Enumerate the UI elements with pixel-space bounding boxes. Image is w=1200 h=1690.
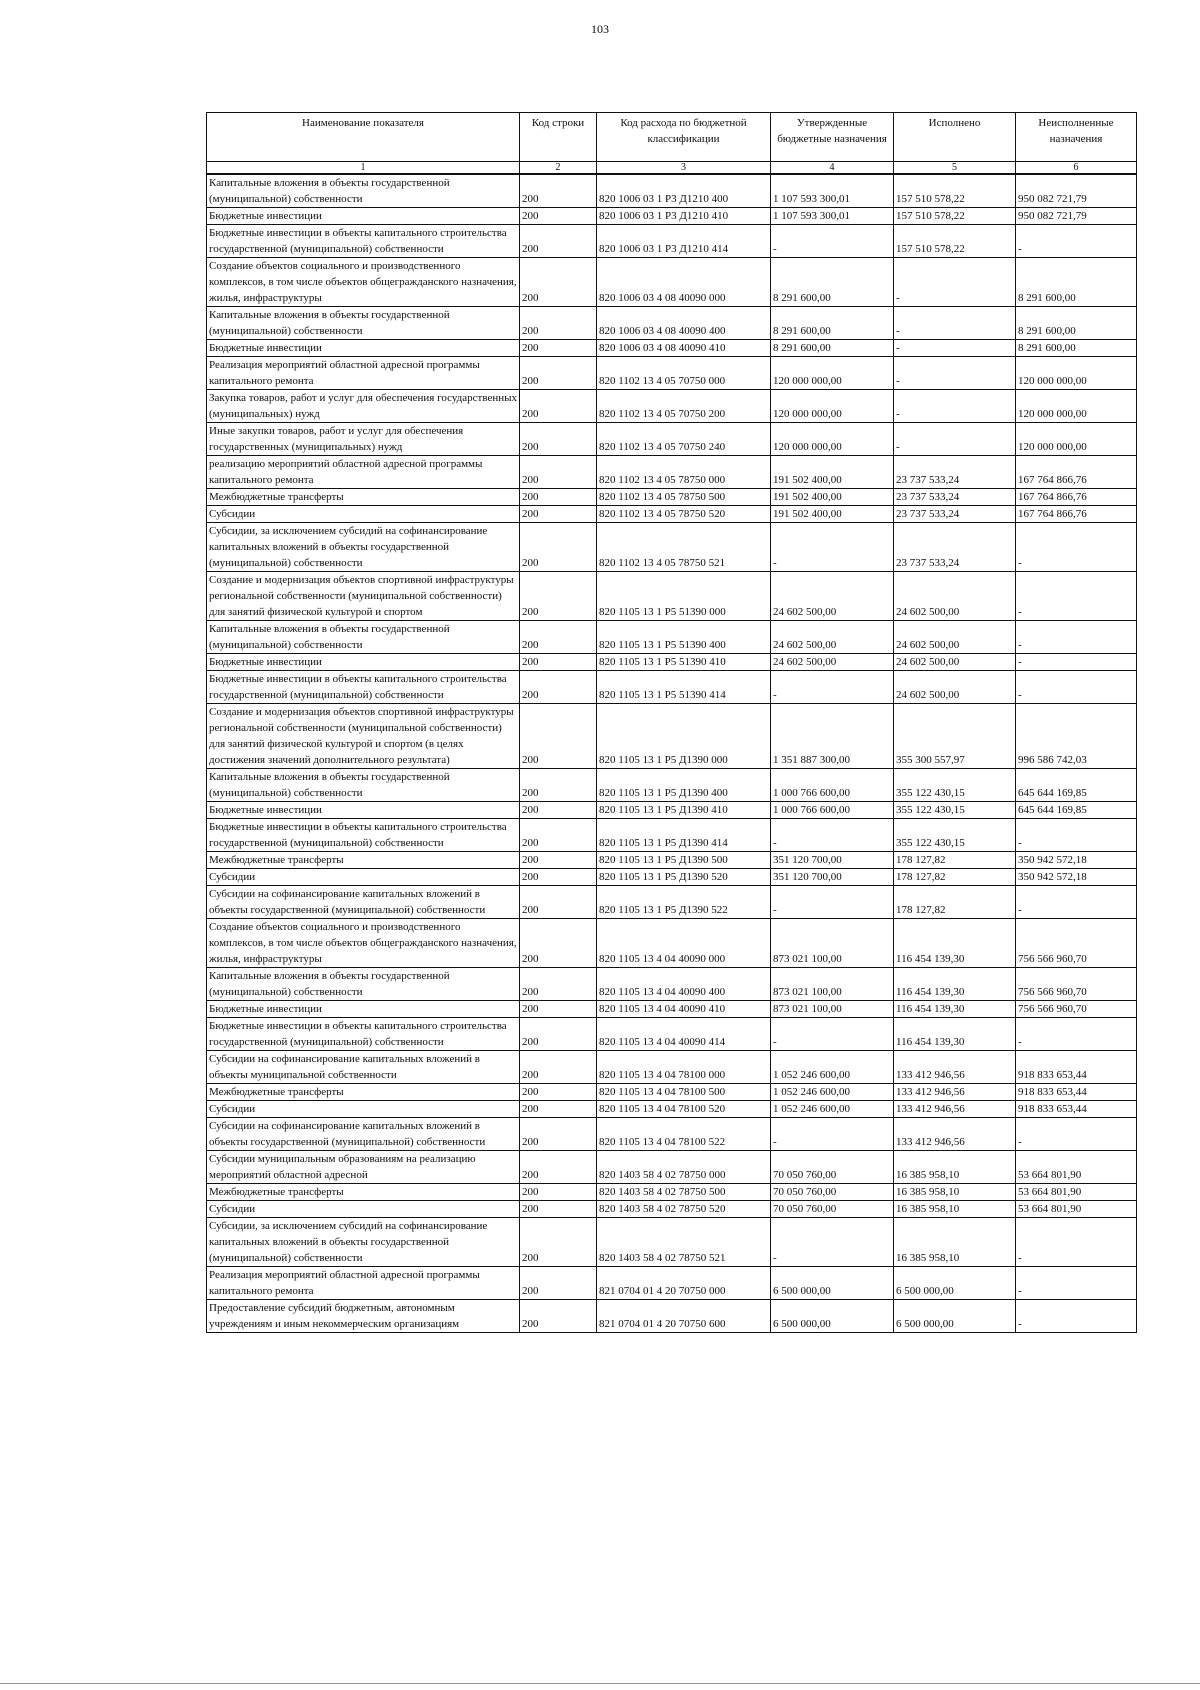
cell-unexecuted: 950 082 721,79 [1016,174,1137,208]
table-row [207,1151,1137,1184]
cell-executed: - [894,258,1016,307]
cell-line-code: 200 [520,1300,597,1333]
cell-executed: 24 602 500,00 [894,654,1016,671]
table-row [207,1184,1137,1201]
cell-executed: - [894,423,1016,456]
cell-name: Капитальные вложения в объекты государственной (муниципальной) собственности [207,621,520,654]
cell-unexecuted: 645 644 169,85 [1016,802,1137,819]
cell-expense-code: 821 0704 01 4 20 70750 600 [597,1300,771,1333]
cell-executed: 16 385 958,10 [894,1201,1016,1218]
cell-unexecuted: - [1016,1300,1137,1333]
cell-unexecuted: - [1016,1218,1137,1267]
cell-unexecuted: - [1016,671,1137,704]
cell-approved: - [771,819,894,852]
cell-approved: 873 021 100,00 [771,968,894,1001]
cell-executed: 157 510 578,22 [894,225,1016,258]
cell-name: Создание и модернизация объектов спортивной инфраструктуры региональной собственности (муниципальной собственности) для занятий физической культурой и спортом [207,572,520,621]
cell-line-code: 200 [520,1151,597,1184]
col-header-approved: Утвержденные бюджетные назначения [771,113,894,162]
table-row [207,1001,1137,1018]
cell-expense-code: 820 1105 13 4 04 78100 000 [597,1051,771,1084]
cell-executed: - [894,307,1016,340]
cell-line-code: 200 [520,340,597,357]
column-number-row [207,162,1137,175]
cell-unexecuted: - [1016,1267,1137,1300]
cell-name: Капитальные вложения в объекты государственной (муниципальной) собственности [207,174,520,208]
cell-expense-code: 820 1403 58 4 02 78750 500 [597,1184,771,1201]
cell-executed: - [894,340,1016,357]
cell-unexecuted: 8 291 600,00 [1016,340,1137,357]
cell-name: Бюджетные инвестиции [207,654,520,671]
cell-executed: - [894,390,1016,423]
cell-approved: - [771,523,894,572]
cell-executed: 355 122 430,15 [894,802,1016,819]
table-row [207,1218,1137,1267]
cell-executed: 355 300 557,97 [894,704,1016,769]
cell-expense-code: 820 1105 13 1 Р5 51390 410 [597,654,771,671]
col-header-name: Наименование показателя [207,113,520,162]
cell-expense-code: 820 1105 13 1 Р5 Д1390 000 [597,704,771,769]
cell-name: Субсидии, за исключением субсидий на софинансирование капитальных вложений в объекты государственной (муниципальной) собственности [207,523,520,572]
col-header-line-code: Код строки [520,113,597,162]
cell-unexecuted: 350 942 572,18 [1016,852,1137,869]
table-row [207,506,1137,523]
column-number: 4 [771,162,894,175]
cell-approved: 6 500 000,00 [771,1267,894,1300]
cell-executed: - [894,357,1016,390]
cell-unexecuted: 120 000 000,00 [1016,357,1137,390]
budget-report-table [206,112,1137,1333]
cell-approved: - [771,671,894,704]
cell-name: Субсидии, за исключением субсидий на софинансирование капитальных вложений в объекты государственной (муниципальной) собственности [207,1218,520,1267]
cell-name: Субсидии [207,1101,520,1118]
cell-line-code: 200 [520,1267,597,1300]
cell-line-code: 200 [520,489,597,506]
cell-unexecuted: 756 566 960,70 [1016,919,1137,968]
cell-approved: 1 107 593 300,01 [771,174,894,208]
cell-unexecuted: 8 291 600,00 [1016,307,1137,340]
cell-line-code: 200 [520,523,597,572]
cell-executed: 6 500 000,00 [894,1267,1016,1300]
cell-expense-code: 820 1102 13 4 05 70750 000 [597,357,771,390]
cell-unexecuted: 756 566 960,70 [1016,1001,1137,1018]
cell-approved: 8 291 600,00 [771,340,894,357]
cell-expense-code: 820 1102 13 4 05 78750 000 [597,456,771,489]
cell-line-code: 200 [520,390,597,423]
table-row [207,307,1137,340]
cell-unexecuted: 918 833 653,44 [1016,1101,1137,1118]
cell-name: Бюджетные инвестиции в объекты капитального строительства государственной (муниципальной) собственности [207,225,520,258]
cell-approved: 70 050 760,00 [771,1201,894,1218]
cell-unexecuted: 53 664 801,90 [1016,1184,1137,1201]
cell-executed: 133 412 946,56 [894,1101,1016,1118]
cell-name: Капитальные вложения в объекты государственной (муниципальной) собственности [207,769,520,802]
cell-expense-code: 820 1105 13 1 Р5 Д1390 400 [597,769,771,802]
cell-approved: 8 291 600,00 [771,307,894,340]
cell-approved: - [771,225,894,258]
cell-approved: 191 502 400,00 [771,456,894,489]
cell-name: Межбюджетные трансферты [207,1184,520,1201]
cell-executed: 157 510 578,22 [894,208,1016,225]
cell-expense-code: 820 1105 13 1 Р5 Д1390 522 [597,886,771,919]
table-row [207,621,1137,654]
cell-line-code: 200 [520,919,597,968]
cell-line-code: 200 [520,572,597,621]
cell-expense-code: 820 1105 13 4 04 40090 000 [597,919,771,968]
cell-expense-code: 820 1105 13 4 04 78100 520 [597,1101,771,1118]
table-row [207,704,1137,769]
cell-line-code: 200 [520,671,597,704]
cell-approved: 1 000 766 600,00 [771,769,894,802]
cell-approved: 120 000 000,00 [771,357,894,390]
cell-expense-code: 820 1105 13 1 Р5 51390 414 [597,671,771,704]
cell-line-code: 200 [520,819,597,852]
cell-line-code: 200 [520,357,597,390]
cell-executed: 178 127,82 [894,852,1016,869]
cell-line-code: 200 [520,769,597,802]
cell-name: Субсидии [207,1201,520,1218]
cell-executed: 116 454 139,30 [894,1018,1016,1051]
cell-name: Создание объектов социального и производственного комплексов, в том числе объектов общегражданского назначения, жилья, инфраструктуры [207,919,520,968]
cell-approved: 191 502 400,00 [771,506,894,523]
cell-line-code: 200 [520,704,597,769]
cell-approved: 873 021 100,00 [771,1001,894,1018]
table-row [207,1118,1137,1151]
cell-line-code: 200 [520,258,597,307]
cell-executed: 16 385 958,10 [894,1184,1016,1201]
cell-executed: 133 412 946,56 [894,1118,1016,1151]
cell-name: Реализация мероприятий областной адресной программы капитального ремонта [207,1267,520,1300]
cell-approved: 1 351 887 300,00 [771,704,894,769]
cell-expense-code: 820 1006 03 4 08 40090 000 [597,258,771,307]
table-header-row [207,113,1137,162]
cell-line-code: 200 [520,307,597,340]
cell-line-code: 200 [520,1118,597,1151]
cell-unexecuted: - [1016,572,1137,621]
table-row [207,523,1137,572]
cell-line-code: 200 [520,225,597,258]
cell-unexecuted: 918 833 653,44 [1016,1051,1137,1084]
table-row [207,869,1137,886]
table-row [207,489,1137,506]
cell-name: Создание объектов социального и производственного комплексов, в том числе объектов общегражданского назначения, жилья, инфраструктуры [207,258,520,307]
cell-executed: 157 510 578,22 [894,174,1016,208]
table-row [207,1051,1137,1084]
cell-approved: 120 000 000,00 [771,390,894,423]
cell-approved: 70 050 760,00 [771,1184,894,1201]
cell-approved: 8 291 600,00 [771,258,894,307]
cell-executed: 16 385 958,10 [894,1151,1016,1184]
cell-approved: - [771,1018,894,1051]
cell-executed: 23 737 533,24 [894,489,1016,506]
cell-expense-code: 820 1006 03 1 Р3 Д1210 410 [597,208,771,225]
cell-executed: 23 737 533,24 [894,523,1016,572]
table-row [207,340,1137,357]
cell-unexecuted: 120 000 000,00 [1016,423,1137,456]
cell-approved: - [771,1218,894,1267]
column-number: 1 [207,162,520,175]
cell-executed: 24 602 500,00 [894,671,1016,704]
cell-expense-code: 820 1105 13 1 Р5 Д1390 520 [597,869,771,886]
cell-name: Иные закупки товаров, работ и услуг для обеспечения государственных (муниципальных) нужд [207,423,520,456]
cell-approved: 191 502 400,00 [771,489,894,506]
cell-unexecuted: 167 764 866,76 [1016,489,1137,506]
cell-line-code: 200 [520,1018,597,1051]
cell-line-code: 200 [520,1101,597,1118]
cell-name: Субсидии [207,506,520,523]
cell-line-code: 200 [520,654,597,671]
table-row [207,456,1137,489]
cell-name: Бюджетные инвестиции [207,802,520,819]
cell-unexecuted: 756 566 960,70 [1016,968,1137,1001]
cell-name: реализацию мероприятий областной адресной программы капитального ремонта [207,456,520,489]
table-row [207,258,1137,307]
cell-approved: 24 602 500,00 [771,654,894,671]
table-row [207,1201,1137,1218]
cell-line-code: 200 [520,1001,597,1018]
cell-line-code: 200 [520,174,597,208]
cell-expense-code: 820 1102 13 4 05 70750 200 [597,390,771,423]
cell-name: Предоставление субсидий бюджетным, автономным учреждениям и иным некоммерческим организациям [207,1300,520,1333]
table-row [207,919,1137,968]
table-row [207,357,1137,390]
cell-line-code: 200 [520,456,597,489]
cell-approved: 351 120 700,00 [771,852,894,869]
cell-expense-code: 820 1105 13 4 04 78100 500 [597,1084,771,1101]
cell-approved: 6 500 000,00 [771,1300,894,1333]
col-header-executed: Исполнено [894,113,1016,162]
cell-expense-code: 821 0704 01 4 20 70750 000 [597,1267,771,1300]
table-row [207,423,1137,456]
cell-expense-code: 820 1105 13 4 04 78100 522 [597,1118,771,1151]
table-row [207,886,1137,919]
table-row [207,852,1137,869]
table-body [207,174,1137,1333]
cell-unexecuted: 645 644 169,85 [1016,769,1137,802]
cell-executed: 116 454 139,30 [894,1001,1016,1018]
cell-name: Субсидии на софинансирование капитальных вложений в объекты муниципальной собственности [207,1051,520,1084]
cell-name: Капитальные вложения в объекты государственной (муниципальной) собственности [207,968,520,1001]
cell-line-code: 200 [520,1051,597,1084]
cell-approved: 24 602 500,00 [771,621,894,654]
cell-unexecuted: - [1016,225,1137,258]
cell-name: Бюджетные инвестиции [207,340,520,357]
cell-unexecuted: 350 942 572,18 [1016,869,1137,886]
cell-unexecuted: 996 586 742,03 [1016,704,1137,769]
cell-expense-code: 820 1102 13 4 05 78750 521 [597,523,771,572]
cell-executed: 355 122 430,15 [894,769,1016,802]
cell-name: Бюджетные инвестиции в объекты капитального строительства государственной (муниципальной) собственности [207,671,520,704]
cell-unexecuted: 918 833 653,44 [1016,1084,1137,1101]
table-row [207,390,1137,423]
cell-unexecuted: - [1016,819,1137,852]
column-number: 6 [1016,162,1137,175]
cell-name: Межбюджетные трансферты [207,1084,520,1101]
cell-name: Субсидии на софинансирование капитальных вложений в объекты государственной (муниципальной) собственности [207,886,520,919]
cell-unexecuted: - [1016,523,1137,572]
cell-name: Межбюджетные трансферты [207,489,520,506]
column-number: 2 [520,162,597,175]
table-row [207,671,1137,704]
cell-unexecuted: 8 291 600,00 [1016,258,1137,307]
cell-executed: 23 737 533,24 [894,506,1016,523]
table-row [207,1300,1137,1333]
cell-approved: 1 052 246 600,00 [771,1084,894,1101]
table-row [207,208,1137,225]
cell-approved: 1 052 246 600,00 [771,1101,894,1118]
page-number: 103 [591,22,609,36]
cell-name: Бюджетные инвестиции в объекты капитального строительства государственной (муниципальной) собственности [207,819,520,852]
cell-executed: 16 385 958,10 [894,1218,1016,1267]
table-row [207,1101,1137,1118]
cell-unexecuted: - [1016,886,1137,919]
cell-unexecuted: 53 664 801,90 [1016,1151,1137,1184]
cell-name: Реализация мероприятий областной адресной программы капитального ремонта [207,357,520,390]
cell-line-code: 200 [520,869,597,886]
cell-unexecuted: - [1016,1118,1137,1151]
table-row [207,654,1137,671]
cell-line-code: 200 [520,886,597,919]
cell-expense-code: 820 1006 03 1 Р3 Д1210 400 [597,174,771,208]
cell-expense-code: 820 1006 03 4 08 40090 410 [597,340,771,357]
cell-executed: 355 122 430,15 [894,819,1016,852]
cell-expense-code: 820 1105 13 1 Р5 51390 400 [597,621,771,654]
cell-name: Бюджетные инвестиции в объекты капитального строительства государственной (муниципальной) собственности [207,1018,520,1051]
cell-executed: 178 127,82 [894,886,1016,919]
cell-expense-code: 820 1403 58 4 02 78750 521 [597,1218,771,1267]
cell-unexecuted: - [1016,621,1137,654]
cell-executed: 178 127,82 [894,869,1016,886]
cell-unexecuted: - [1016,1018,1137,1051]
cell-expense-code: 820 1105 13 1 Р5 Д1390 414 [597,819,771,852]
cell-expense-code: 820 1105 13 4 04 40090 410 [597,1001,771,1018]
cell-line-code: 200 [520,1201,597,1218]
cell-expense-code: 820 1006 03 1 Р3 Д1210 414 [597,225,771,258]
cell-approved: 24 602 500,00 [771,572,894,621]
cell-expense-code: 820 1403 58 4 02 78750 000 [597,1151,771,1184]
cell-approved: 351 120 700,00 [771,869,894,886]
column-number: 5 [894,162,1016,175]
cell-executed: 133 412 946,56 [894,1051,1016,1084]
cell-approved: 873 021 100,00 [771,919,894,968]
col-header-expense-code: Код расхода по бюджетной классификации [597,113,771,162]
cell-approved: - [771,886,894,919]
cell-line-code: 200 [520,1084,597,1101]
cell-line-code: 200 [520,852,597,869]
cell-executed: 6 500 000,00 [894,1300,1016,1333]
cell-unexecuted: 167 764 866,76 [1016,506,1137,523]
column-number: 3 [597,162,771,175]
table-row [207,174,1137,208]
cell-executed: 24 602 500,00 [894,572,1016,621]
cell-unexecuted: 950 082 721,79 [1016,208,1137,225]
cell-line-code: 200 [520,208,597,225]
cell-approved: 1 000 766 600,00 [771,802,894,819]
table-row [207,802,1137,819]
cell-executed: 23 737 533,24 [894,456,1016,489]
cell-line-code: 200 [520,506,597,523]
cell-executed: 24 602 500,00 [894,621,1016,654]
table-row [207,572,1137,621]
cell-expense-code: 820 1006 03 4 08 40090 400 [597,307,771,340]
cell-expense-code: 820 1105 13 4 04 40090 414 [597,1018,771,1051]
cell-line-code: 200 [520,423,597,456]
table-row [207,1267,1137,1300]
cell-line-code: 200 [520,1218,597,1267]
col-header-unexecuted: Неисполненные назначения [1016,113,1137,162]
cell-approved: 1 052 246 600,00 [771,1051,894,1084]
cell-expense-code: 820 1102 13 4 05 78750 520 [597,506,771,523]
cell-expense-code: 820 1105 13 1 Р5 Д1390 410 [597,802,771,819]
cell-name: Субсидии [207,869,520,886]
cell-unexecuted: - [1016,654,1137,671]
cell-name: Бюджетные инвестиции [207,208,520,225]
table-row [207,968,1137,1001]
table-row [207,1018,1137,1051]
cell-expense-code: 820 1102 13 4 05 70750 240 [597,423,771,456]
cell-name: Закупка товаров, работ и услуг для обеспечения государственных (муниципальных) нужд [207,390,520,423]
cell-expense-code: 820 1105 13 1 Р5 51390 000 [597,572,771,621]
cell-name: Бюджетные инвестиции [207,1001,520,1018]
cell-executed: 116 454 139,30 [894,968,1016,1001]
cell-name: Субсидии муниципальным образованиям на реализацию мероприятий областной адресной [207,1151,520,1184]
cell-expense-code: 820 1403 58 4 02 78750 520 [597,1201,771,1218]
cell-name: Капитальные вложения в объекты государственной (муниципальной) собственности [207,307,520,340]
table-row [207,769,1137,802]
page-bottom-rule [0,1683,1200,1684]
cell-approved: - [771,1118,894,1151]
cell-name: Создание и модернизация объектов спортивной инфраструктуры региональной собственности (муниципальной собственности) для занятий физической культурой и спортом (в целях достижения значений дополнительного результата) [207,704,520,769]
cell-approved: 70 050 760,00 [771,1151,894,1184]
cell-executed: 116 454 139,30 [894,919,1016,968]
cell-unexecuted: 53 664 801,90 [1016,1201,1137,1218]
cell-line-code: 200 [520,968,597,1001]
cell-line-code: 200 [520,802,597,819]
table-row [207,225,1137,258]
cell-name: Субсидии на софинансирование капитальных вложений в объекты государственной (муниципальной) собственности [207,1118,520,1151]
cell-executed: 133 412 946,56 [894,1084,1016,1101]
cell-expense-code: 820 1105 13 1 Р5 Д1390 500 [597,852,771,869]
table-row [207,1084,1137,1101]
cell-expense-code: 820 1105 13 4 04 40090 400 [597,968,771,1001]
cell-line-code: 200 [520,621,597,654]
cell-unexecuted: 120 000 000,00 [1016,390,1137,423]
cell-line-code: 200 [520,1184,597,1201]
cell-expense-code: 820 1102 13 4 05 78750 500 [597,489,771,506]
cell-approved: 1 107 593 300,01 [771,208,894,225]
cell-approved: 120 000 000,00 [771,423,894,456]
budget-report-table-container [206,112,1136,1333]
cell-unexecuted: 167 764 866,76 [1016,456,1137,489]
cell-name: Межбюджетные трансферты [207,852,520,869]
table-row [207,819,1137,852]
